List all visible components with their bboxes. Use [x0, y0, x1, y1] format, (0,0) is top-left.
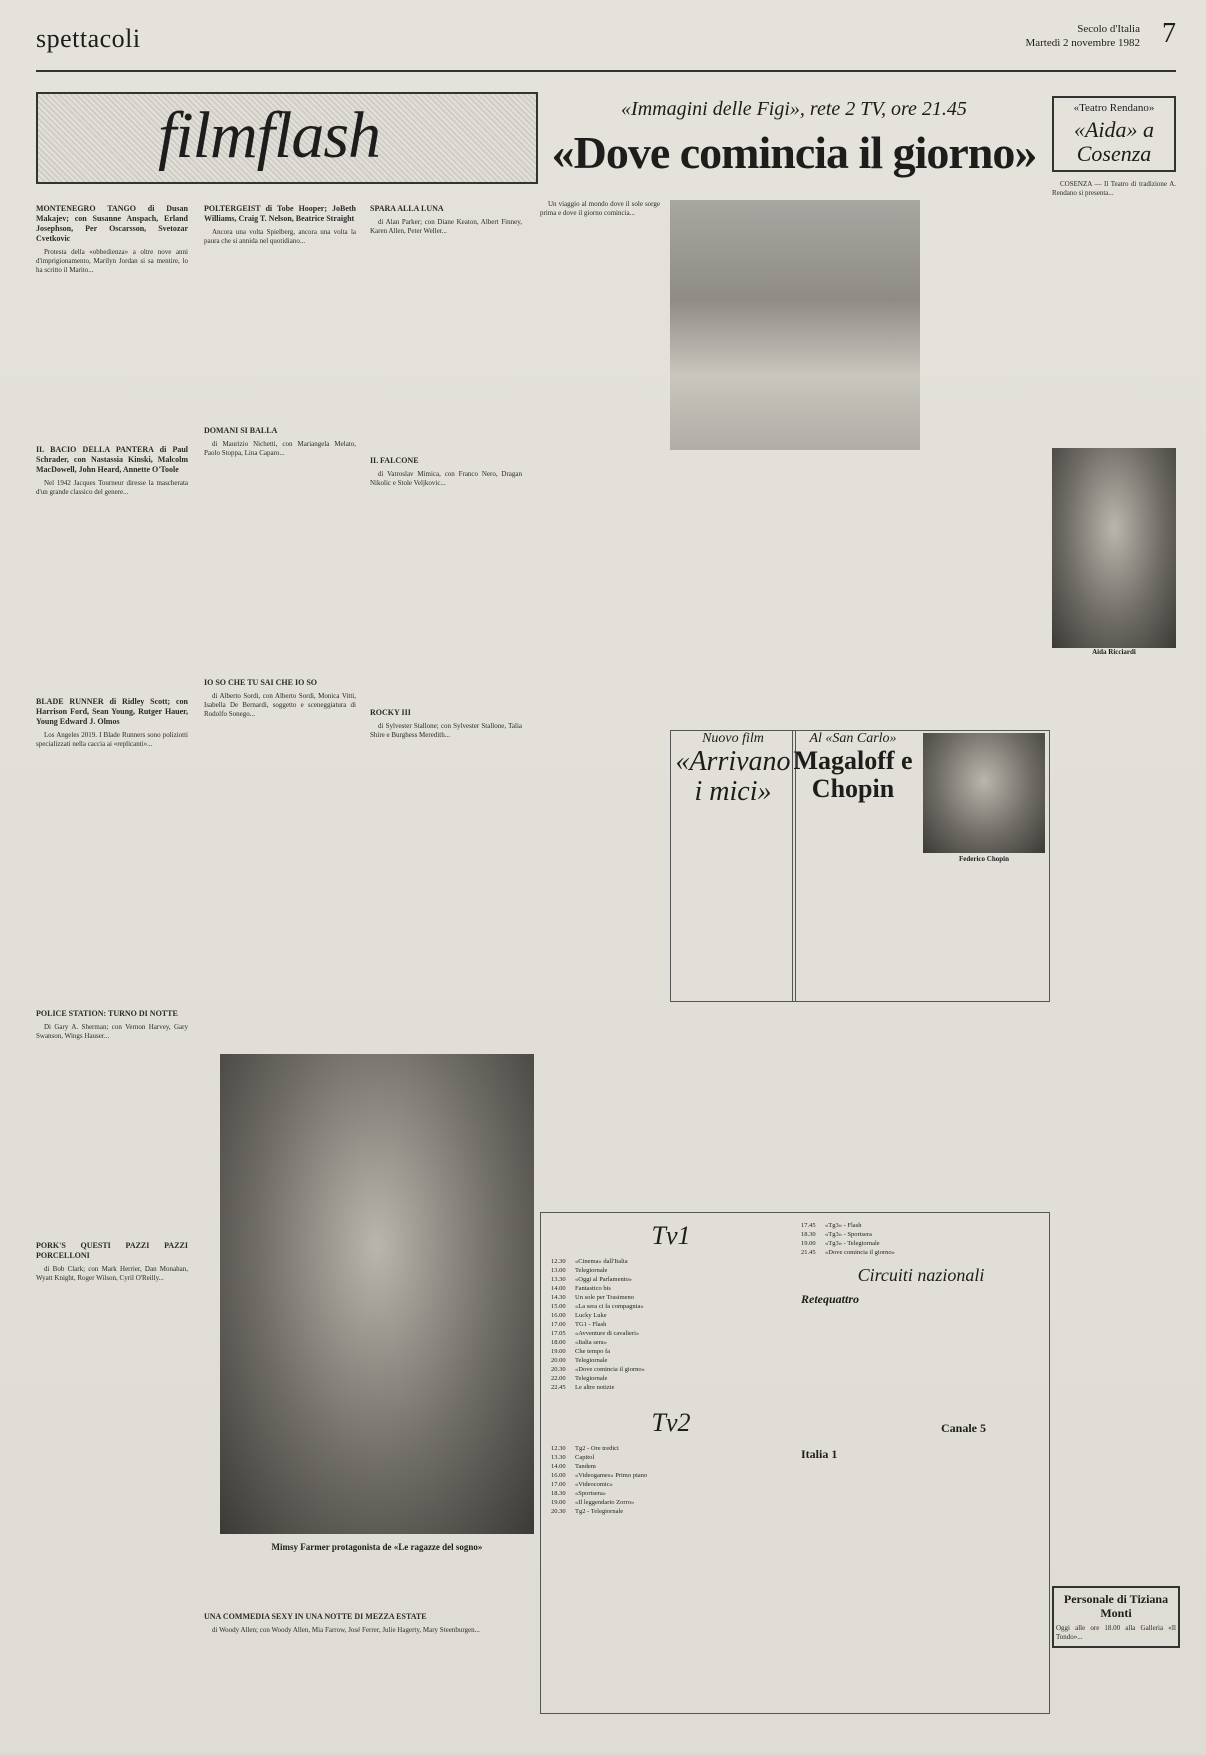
page-number: 7: [1162, 18, 1176, 49]
circuiti-title: Circuiti nazionali: [857, 1265, 985, 1285]
filmflash-column-2: [204, 196, 356, 1016]
tv-time: 17.00: [551, 1321, 566, 1328]
tv-row: [551, 1257, 791, 1266]
tv-time: 20.30: [551, 1366, 566, 1373]
tv-right-block: [801, 1221, 1041, 1462]
tv-row: [551, 1356, 791, 1365]
filmflash-column-1: [36, 196, 188, 1756]
tv1-rows: [551, 1257, 791, 1392]
review-head: IL FALCONE: [370, 456, 419, 465]
article-body: Un viaggio al mondo dove il sole sorge prima e dove il giorno comincia...: [540, 200, 660, 217]
tv-time: 17.45: [801, 1222, 816, 1229]
review-head: ROCKY III: [370, 708, 411, 717]
magaloff-box: [792, 730, 1050, 1002]
review-body: Di Gary A. Sherman; con Vernon Harvey, Gary Swanson, Wings Hauser...: [36, 1023, 188, 1040]
tv-row: [551, 1302, 791, 1311]
review-body: Ancora una volta Spielberg, ancora una volta la paura che si annida nel quotidiano...: [204, 228, 356, 245]
arrivano-title: «Arrivano i mici»: [675, 746, 791, 807]
tv-time: 13.30: [551, 1276, 566, 1283]
review-head: POLICE STATION: TURNO DI NOTTE: [36, 1009, 178, 1018]
review-5: [36, 1241, 188, 1283]
section-title: spettacoli: [36, 24, 141, 53]
review-head: IO SO CHE TU SAI CHE IO SO: [204, 678, 317, 687]
tv-time: 12.30: [551, 1258, 566, 1265]
tv-program: «Oggi al Parlamento»: [575, 1276, 633, 1283]
canale5-title: Canale 5: [941, 1421, 986, 1435]
tv-program: Le altre notizie: [575, 1384, 615, 1391]
tv-program: Tg2 - Telegiornale: [575, 1508, 624, 1515]
portrait-photo: [220, 1054, 534, 1534]
tv2-rows: [551, 1444, 791, 1516]
personale-title: Personale di Tiziana Monti: [1063, 1592, 1169, 1620]
tv-time: 19.00: [551, 1348, 566, 1355]
arrivano-box: [670, 730, 796, 1002]
page-header: [36, 18, 1176, 72]
tv-time: 17.00: [551, 1481, 566, 1488]
tv-program: «Dove comincia il giorno»: [825, 1249, 895, 1256]
tv-program: TG1 - Flash: [575, 1321, 607, 1328]
tv-listings: [540, 1212, 1050, 1714]
tv-row: [551, 1329, 791, 1338]
tv-program: Telegiornale: [575, 1267, 608, 1274]
tv-time: 19.00: [801, 1240, 816, 1247]
tv-program: «La sera ci fa compagnia»: [575, 1303, 644, 1310]
paper-name: Secolo d'Italia: [1077, 23, 1140, 35]
tv-program: «Tg3» - Sportsera: [825, 1231, 872, 1238]
review-head: PORK'S QUESTI PAZZI PAZZI PORCELLONI: [36, 1241, 188, 1260]
aida-text: COSENZA — Il Teatro di tradizione A. Rendano si presenta...: [1052, 180, 1176, 197]
review-body: di Sylvester Stallone; con Sylvester Stallone, Talia Shire e Burghess Meredith...: [370, 722, 522, 739]
tv-time: 14.00: [551, 1285, 566, 1292]
review-head: SPARA ALLA LUNA: [370, 204, 444, 213]
tv1-block: [551, 1213, 791, 1516]
tv-time: 14.30: [551, 1294, 566, 1301]
tv-time: 15.00: [551, 1303, 566, 1310]
tv-program: Un sole per Trasimeno: [575, 1294, 635, 1301]
tv-row: [551, 1453, 791, 1462]
aida-box: [1052, 96, 1176, 172]
filmflash-title: filmflash: [158, 99, 381, 172]
tv-row: [551, 1498, 791, 1507]
tv-program: «Cinema» dall'Italia: [575, 1258, 628, 1265]
tv-program: Fantastico bis: [575, 1285, 611, 1292]
tv-program: «Videocomic»: [575, 1481, 613, 1488]
tv-time: 22.45: [551, 1384, 566, 1391]
tv-row: [551, 1311, 791, 1320]
aida-photo: [1052, 448, 1176, 648]
tv-time: 18.30: [551, 1490, 566, 1497]
review-head: DOMANI SI BALLA: [204, 426, 278, 435]
personale-box: [1052, 1586, 1180, 1648]
review-head: UNA COMMEDIA SEXY IN UNA NOTTE DI MEZZA ESTATE: [204, 1612, 427, 1621]
tv-row: [551, 1507, 791, 1516]
review-3: [36, 697, 188, 749]
tv-time: 16.00: [551, 1312, 566, 1319]
tv-program: «Tg3» - Telegiornale: [825, 1240, 880, 1247]
retequattro-title: Retequattro: [801, 1292, 860, 1306]
review-falcone: [370, 456, 522, 488]
review-4: [36, 1009, 188, 1041]
review-body: Protesta della «obbedienza» a oltre nove anni d'imprigionamento, Marilyn Jordan si sa mentire, lo ha scritto il Marito...: [36, 248, 188, 274]
review-body: di Woody Allen; con Woody Allen, Mia Farrow, José Ferrer, Julie Hagerty, Mary Steenburgen...: [212, 1626, 480, 1634]
review-head: POLTERGEIST di Tobe Hooper; JoBeth Williams, Craig T. Nelson, Beatrice Straight: [204, 204, 356, 223]
tv-program: «Sportsera»: [575, 1490, 607, 1497]
tv-row: [551, 1338, 791, 1347]
tv1-title: Tv1: [651, 1221, 691, 1250]
tv-time: 18.30: [801, 1231, 816, 1238]
article-kicker: «Immagini delle Figi», rete 2 TV, ore 21.45: [621, 98, 967, 120]
review-1: [36, 204, 188, 275]
review-body: di Maurizio Nichetti, con Mariangela Melato, Paolo Stoppa, Lina Caparo...: [204, 440, 356, 457]
right-column: [1052, 96, 1176, 1641]
tv-time: 12.30: [551, 1445, 566, 1452]
tv-time: 21.45: [801, 1249, 816, 1256]
tv-program: Tandem: [575, 1463, 596, 1470]
tv-program: «Dove comincia il giorno»: [575, 1366, 645, 1373]
personale-body: Oggi alle ore 18.00 alla Galleria «Il Tondo»...: [1056, 1624, 1176, 1641]
chopin-caption: Federico Chopin: [959, 855, 1009, 863]
tv-program: Telegiornale: [575, 1357, 608, 1364]
tv-row: [551, 1284, 791, 1293]
review-head: MONTENEGRO TANGO di Dusan Makajev; con Susanne Anspach, Erland Josephson, Per Oscarsson, Svetozar Cvetkovic: [36, 204, 188, 243]
tv-row: [551, 1489, 791, 1498]
portrait-caption: Mimsy Farmer protagonista de «Le ragazze del sogno»: [271, 1542, 483, 1552]
tv-program: «Tg3» - Flash: [825, 1222, 862, 1229]
paper-masthead: [1025, 22, 1140, 50]
tv-program: Che tempo fa: [575, 1348, 611, 1355]
arrivano-kicker: Nuovo film: [702, 731, 764, 746]
tv-row: [801, 1239, 1041, 1248]
review-body: Nel 1942 Jacques Tourneur diresse la mascherata d'un grande classico del genere...: [36, 479, 188, 496]
tv3-rows: [801, 1221, 1041, 1257]
aida-title: «Aida» a Cosenza: [1073, 117, 1155, 166]
tv-time: 14.00: [551, 1463, 566, 1470]
tv-row: [551, 1480, 791, 1489]
tv-program: Lucky Luke: [575, 1312, 607, 1319]
filmflash-section: [36, 92, 534, 1754]
tv-row: [551, 1365, 791, 1374]
review-rocky: [370, 708, 522, 740]
italia1-title: Italia 1: [801, 1447, 838, 1461]
magaloff-title: Magaloff e Chopin: [793, 746, 913, 803]
tv-row: [551, 1462, 791, 1471]
tv-row: [551, 1266, 791, 1275]
tv-time: 20.30: [551, 1508, 566, 1515]
review-body: di Vatroslav Mimica, con Franco Nero, Dragan Nikolic e Stole Veljkovic...: [370, 470, 522, 487]
tv-row: [551, 1471, 791, 1480]
aida-body: [1052, 180, 1176, 198]
review-spara: [370, 204, 522, 236]
tv-program: «Avventure di cavalieri»: [575, 1330, 640, 1337]
aida-photo-caption: Aida Ricciardi: [1092, 648, 1136, 656]
review-io-so: [204, 678, 356, 719]
tv-time: 13.30: [551, 1454, 566, 1461]
tv-row: [801, 1221, 1041, 1230]
bottom-review: [204, 1604, 524, 1641]
tv-time: 13.00: [551, 1267, 566, 1274]
filmflash-title-box: [36, 92, 538, 184]
aida-kicker: «Teatro Rendano»: [1073, 102, 1155, 114]
magaloff-kicker: Al «San Carlo»: [809, 731, 897, 746]
tv-time: 16.00: [551, 1472, 566, 1479]
tv-row: [551, 1444, 791, 1453]
tv-row: [801, 1248, 1041, 1257]
review-head: BLADE RUNNER di Ridley Scott; con Harrison Ford, Sean Young, Rutger Hauer, Young Edward J. Olmos: [36, 697, 188, 726]
article-headline: «Dove comincia il giorno»: [551, 127, 1037, 178]
tv-program: «Italia sera»: [575, 1339, 607, 1346]
palm-beach-photo: [670, 200, 920, 450]
review-head: IL BACIO DELLA PANTERA di Paul Schrader, con Nastassia Kinski, Malcolm MacDowell, John Heard, Annette O'Toole: [36, 445, 188, 474]
tv-row: [551, 1320, 791, 1329]
tv-time: 18.00: [551, 1339, 566, 1346]
tv2-title: Tv2: [651, 1408, 691, 1437]
tv-time: 19.00: [551, 1499, 566, 1506]
tv-time: 17.05: [551, 1330, 566, 1337]
tv-program: Telegiornale: [575, 1375, 608, 1382]
tv-program: Capitol: [575, 1454, 595, 1461]
article-column-1: [540, 200, 660, 224]
review-body: di Alberto Sordi, con Alberto Sordi, Monica Vitti, Isabella De Bernardi, soggetto e sceneggiatura di Rodolfo Sonego...: [204, 692, 356, 718]
tv-time: 20.00: [551, 1357, 566, 1364]
review-body: Los Angeles 2019. I Blade Runners sono poliziotti specializzati nella caccia ai «replicanti»...: [36, 731, 188, 748]
tv-program: «Videogames» Primo piano: [575, 1472, 648, 1479]
tv-row: [551, 1347, 791, 1356]
chopin-portrait: [923, 733, 1045, 853]
tv-row: [551, 1293, 791, 1302]
tv-program: Tg2 - Ore tredici: [575, 1445, 619, 1452]
tv-program: «Il leggendario Zorro»: [575, 1499, 635, 1506]
paper-date: Martedì 2 novembre 1982: [1025, 37, 1140, 49]
review-poltergeist: [204, 204, 356, 246]
filmflash-column-3: [370, 196, 522, 1016]
tv-row: [551, 1383, 791, 1392]
review-domani: [204, 426, 356, 458]
review-2: [36, 445, 188, 497]
tv-row: [801, 1230, 1041, 1239]
tv-row: [551, 1374, 791, 1383]
review-body: di Bob Clark; con Mark Herrier, Dan Monahan, Wyatt Knight, Roger Wilson, Cyril O'Reilly...: [36, 1265, 188, 1282]
review-body: di Alan Parker; con Diane Keaton, Albert Finney, Karen Allen, Peter Weller...: [370, 218, 522, 235]
tv-row: [551, 1275, 791, 1284]
tv-time: 22.00: [551, 1375, 566, 1382]
